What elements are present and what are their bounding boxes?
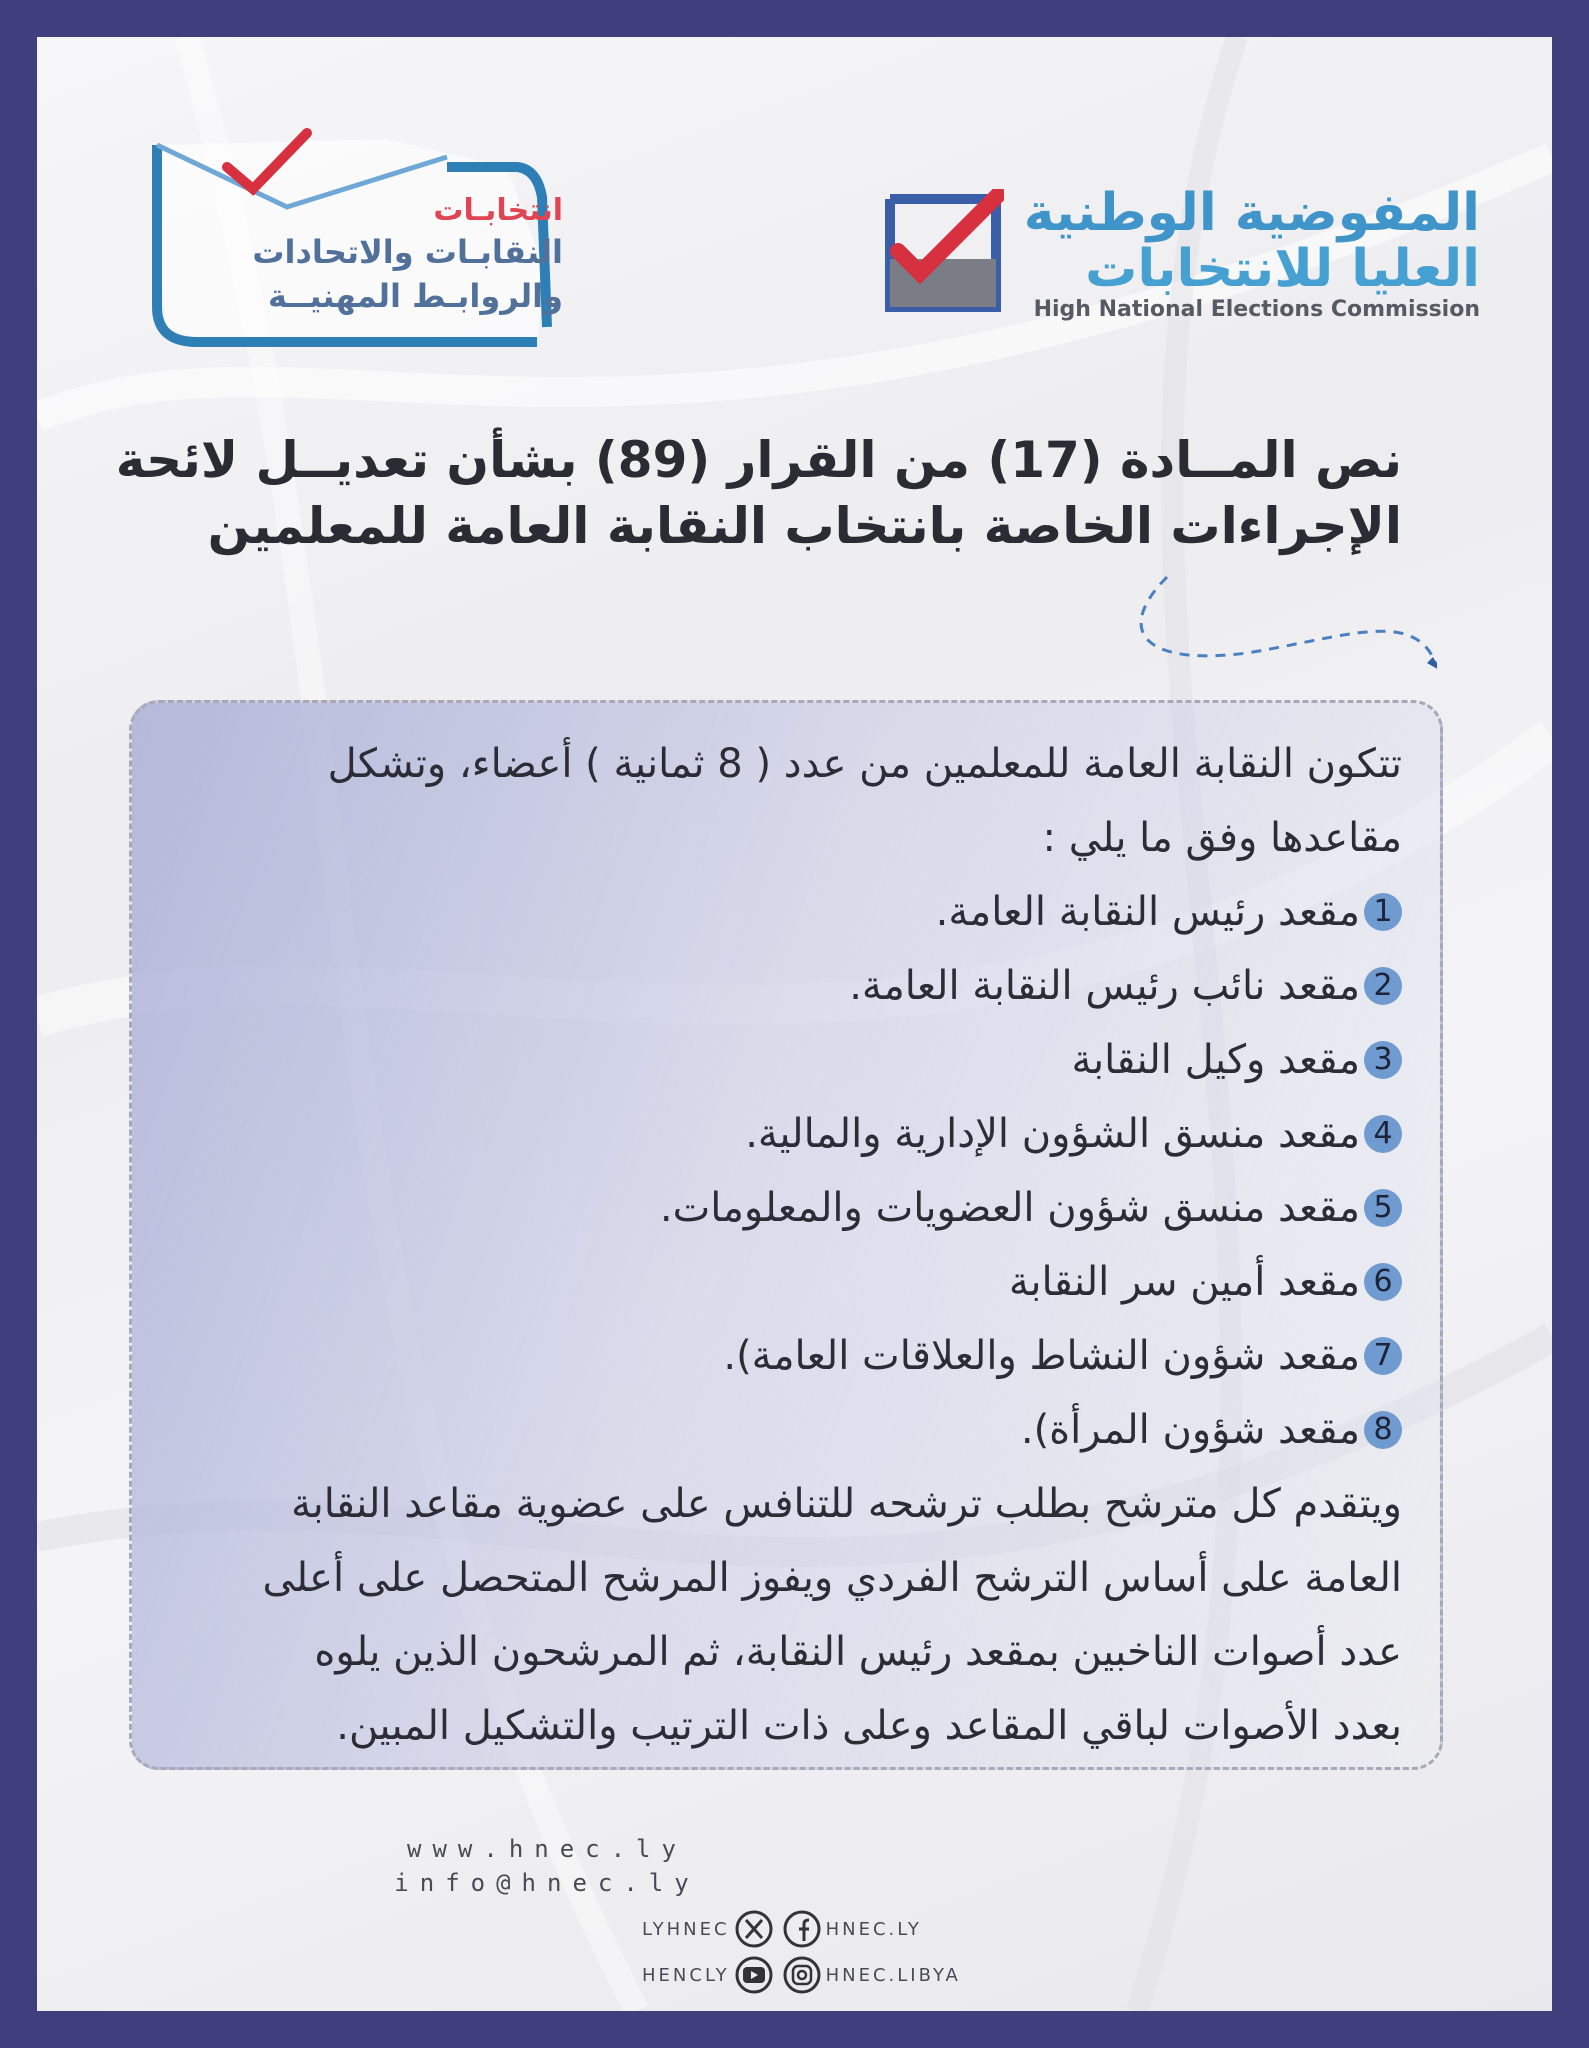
social-row-2 <box>642 1953 961 1997</box>
list-item-text: مقعد شؤون المرأة). <box>1020 1407 1360 1453</box>
hnec-english-name: High National Elections Commission <box>1033 297 1480 322</box>
facebook-icon[interactable] <box>782 1909 822 1949</box>
closing-line4: بعدد الأصوات لباقي المقاعد وعلى ذات الترتيب والتشكيل المبين. <box>336 1703 1402 1749</box>
article-text <box>142 727 1402 1763</box>
list-item-text: مقعد نائب رئيس النقابة العامة. <box>849 963 1360 1009</box>
list-number: 7 <box>1364 1337 1402 1375</box>
facebook-handle[interactable]: HNEC.LY <box>825 1918 922 1940</box>
footer <box>37 1797 1552 1997</box>
social-row-1 <box>642 1907 922 1951</box>
envelope-check-icon <box>117 97 627 367</box>
list-item <box>142 949 1402 1023</box>
list-number: 2 <box>1364 967 1402 1005</box>
list-item <box>142 1393 1402 1467</box>
list-number: 1 <box>1364 893 1402 931</box>
list-item-text: مقعد وكيل النقابة <box>1071 1037 1360 1083</box>
instagram-handle[interactable]: HNEC.LIBYA <box>825 1964 961 1986</box>
badge-subtitle-line1: النقابـات والاتحادات <box>252 233 563 271</box>
dashed-arrow-icon <box>1097 567 1437 677</box>
list-number: 4 <box>1364 1115 1402 1153</box>
list-item <box>142 875 1402 949</box>
x-icon[interactable] <box>734 1909 774 1949</box>
list-item-text: مقعد منسق الشؤون الإدارية والمالية. <box>745 1111 1360 1157</box>
email-link[interactable]: info@hnec.ly <box>394 1869 700 1897</box>
badge-title: انتخابـات <box>433 193 563 228</box>
hnec-arabic-name-line1: المفوضية الوطنية <box>1023 183 1480 243</box>
title-line1: نص المــادة (17) من القرار (89) بشأن تعديــل لائحة <box>115 431 1402 489</box>
badge-subtitle-line2: والروابـط المهنيــة <box>268 277 563 315</box>
closing-line3: عدد أصوات الناخبين بمقعد رئيس النقابة، ثم المرشحون الذين يلوه <box>314 1629 1402 1675</box>
closing-line2: العامة على أساس الترشح الفردي ويفوز المرشح المتحصل على أعلى <box>262 1555 1402 1601</box>
website-link[interactable]: www.hnec.ly <box>407 1835 687 1863</box>
list-item <box>142 1097 1402 1171</box>
list-number: 6 <box>1364 1263 1402 1301</box>
youtube-icon[interactable] <box>734 1955 774 1995</box>
title-line2: الإجراءات الخاصة بانتخاب النقابة العامة للمعلمين <box>207 497 1402 555</box>
list-item <box>142 1245 1402 1319</box>
closing-line1: ويتقدم كل مترشح بطلب ترشحه للتنافس على عضوية مقاعد النقابة <box>291 1481 1402 1527</box>
page-title <box>115 427 1402 559</box>
list-item-text: مقعد رئيس النقابة العامة. <box>935 889 1360 935</box>
list-item <box>142 1023 1402 1097</box>
list-item-text: مقعد منسق شؤون العضويات والمعلومات. <box>659 1185 1360 1231</box>
ballot-check-icon <box>880 189 1004 317</box>
poster <box>37 37 1552 2011</box>
list-number: 8 <box>1364 1411 1402 1449</box>
list-number: 3 <box>1364 1041 1402 1079</box>
youtube-handle[interactable]: HENCLY <box>642 1964 730 1986</box>
list-item-text: مقعد أمين سر النقابة <box>1008 1259 1360 1305</box>
intro-line1: تتكون النقابة العامة للمعلمين من عدد ( 8 ثمانية ) أعضاء، وتشكل <box>327 741 1402 787</box>
hnec-arabic-name-line2: العليا للانتخابات <box>1085 239 1480 299</box>
hnec-logo <box>880 147 1480 327</box>
instagram-icon[interactable] <box>782 1955 822 1995</box>
intro-line2: مقاعدها وفق ما يلي : <box>1042 815 1402 861</box>
list-item <box>142 1319 1402 1393</box>
list-number: 5 <box>1364 1189 1402 1227</box>
list-item <box>142 1171 1402 1245</box>
article-text-box <box>129 700 1443 1770</box>
x-handle[interactable]: LYHNEC <box>642 1918 730 1940</box>
union-elections-badge <box>117 97 627 367</box>
list-item-text: مقعد شؤون النشاط والعلاقات العامة). <box>723 1333 1360 1379</box>
